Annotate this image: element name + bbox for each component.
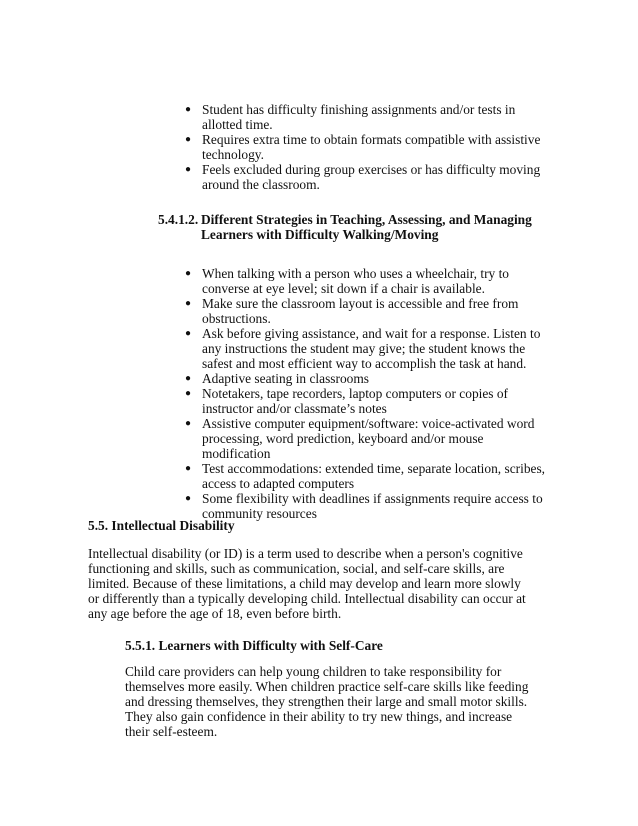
bullet-icon: ● [185, 268, 192, 279]
section-heading-55: 5.5. Intellectual Disability [88, 518, 235, 533]
list-item: ● Requires extra time to obtain formats compatible with assistive technology. [185, 132, 541, 162]
section-number: 5.4.1.2. [158, 212, 199, 227]
paragraph-self-care: Child care providers can help young children to take responsibility for themselves more easily. When children practice self-care skills like feeding and dressing themselves, they strengthen their large and small motor skills. They also gain confidence in their ability to try new things, and increase their self-esteem. [125, 664, 529, 739]
list-item: ● Assistive computer equipment/software: voice-activated word processing, word prediction, keyboard and/or mouse modification [185, 416, 535, 461]
section-title: Different Strategies in Teaching, Assessing, and Managing Learners with Difficulty Walking/Moving [201, 212, 532, 242]
bullet-icon: ● [185, 164, 192, 175]
bullet-icon: ● [185, 373, 192, 384]
list-item: ● Student has difficulty finishing assignments and/or tests in allotted time. [185, 102, 516, 132]
bullet-icon: ● [185, 493, 192, 504]
list-item: ● Test accommodations: extended time, separate location, scribes, access to adapted computers [185, 461, 546, 491]
bullet-list-difficulties [185, 102, 545, 192]
bullet-icon: ● [185, 418, 192, 429]
list-item: ● Notetakers, tape recorders, laptop computers or copies of instructor and/or classmate’s notes [185, 386, 509, 416]
list-item: ● Ask before giving assistance, and wait for a response. Listen to any instructions the student may give; the student knows the safest and most efficient way to accomplish the task at hand. [185, 326, 541, 371]
list-item: ● Some flexibility with deadlines if assignments require access to community resources [185, 491, 543, 521]
bullet-icon: ● [185, 298, 192, 309]
paragraph-intellectual-disability: Intellectual disability (or ID) is a term used to describe when a person's cognitive functioning and skills, such as communication, social, and self-care skills, are limited. Because of these limitations, a child may develop and learn more slowly or differently than a typically developing child. Intellectual disability can occur at any age before the age of 18, even before birth. [88, 546, 526, 621]
bullet-icon: ● [185, 328, 192, 339]
bullet-icon: ● [185, 388, 192, 399]
list-item: ● Feels excluded during group exercises or has difficulty moving around the classroom. [185, 162, 541, 192]
section-heading-5412 [158, 212, 558, 242]
section-heading-551: 5.5.1. Learners with Difficulty with Self-Care [125, 638, 383, 653]
bullet-icon: ● [185, 134, 192, 145]
list-item: ● Make sure the classroom layout is accessible and free from obstructions. [185, 296, 519, 326]
list-item: ● Adaptive seating in classrooms [185, 371, 369, 386]
bullet-icon: ● [185, 104, 192, 115]
list-item: ● When talking with a person who uses a wheelchair, try to converse at eye level; sit down if a chair is available. [185, 266, 509, 296]
bullet-list-strategies [185, 266, 553, 521]
bullet-icon: ● [185, 463, 192, 474]
